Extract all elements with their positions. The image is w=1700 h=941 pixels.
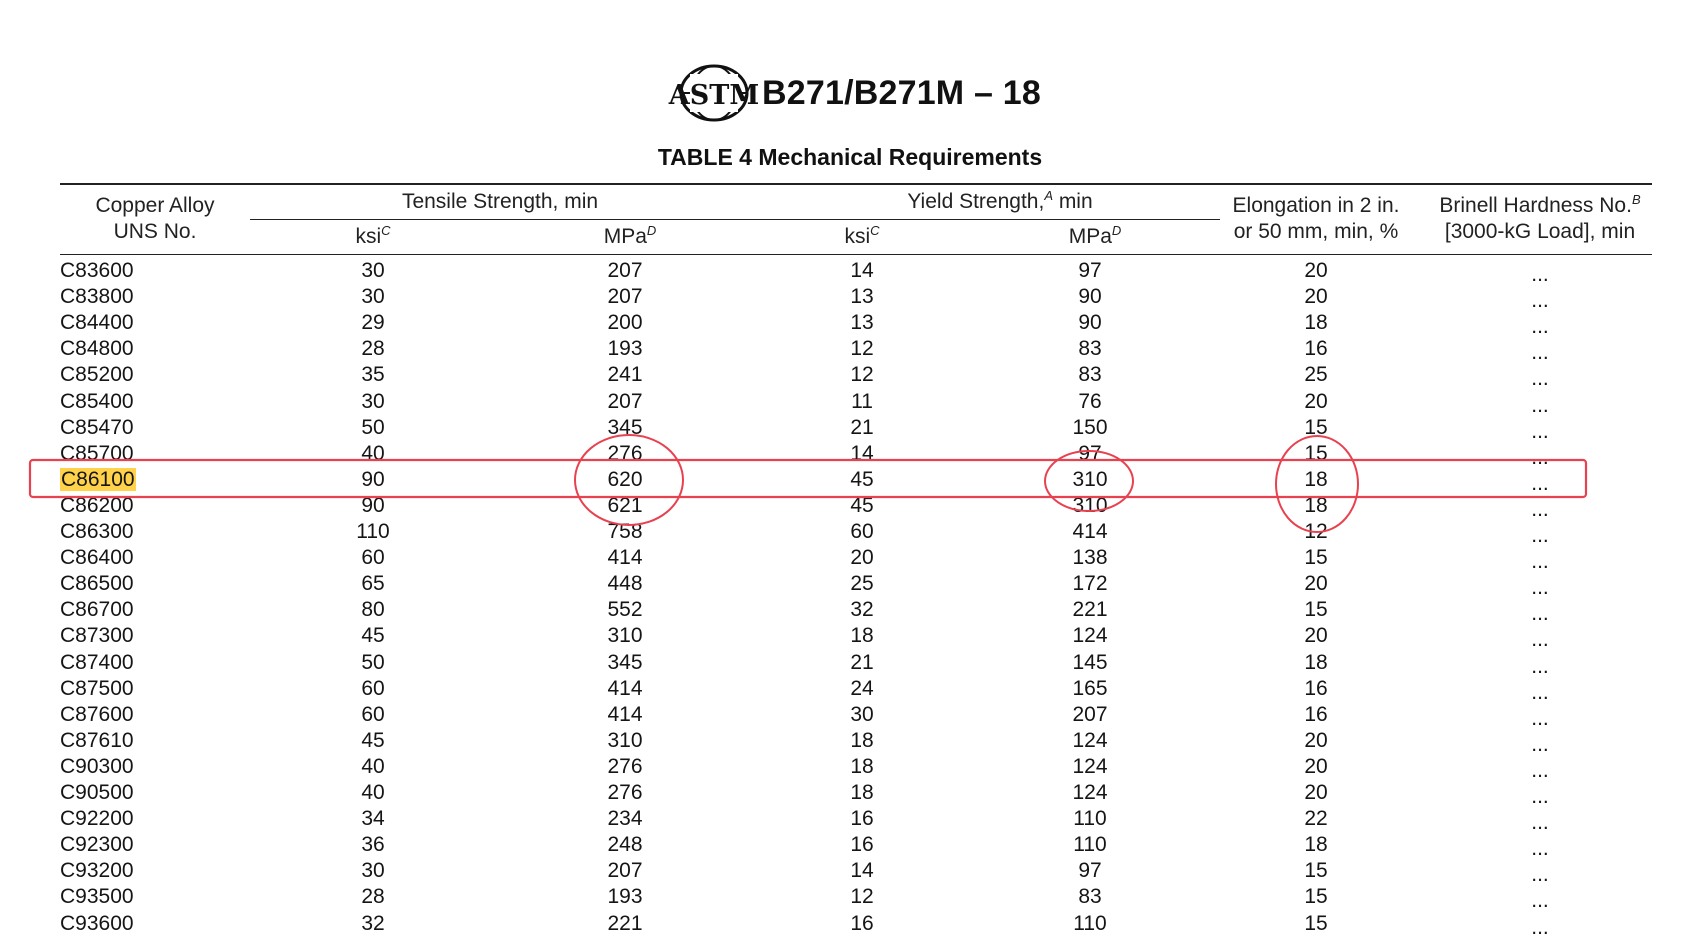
tensile-mpa-cell: 276 — [607, 754, 643, 778]
tensile-mpa-cell: 345 — [607, 650, 643, 674]
tensile-ksi-cell: 45 — [361, 728, 385, 752]
alloy-cell: C86700 — [60, 598, 134, 622]
yield-mpa-cell: 97 — [1078, 859, 1102, 883]
yield-ksi-cell: 12 — [850, 363, 874, 387]
alloy-cell: C85400 — [60, 389, 134, 413]
brinell-cell: ... — [1531, 315, 1549, 339]
brinell-cell: ... — [1531, 863, 1549, 887]
tensile-mpa-cell: 207 — [607, 389, 643, 413]
alloy-cell: C85700 — [60, 441, 134, 465]
table-top-rule — [60, 183, 1652, 185]
yield-ksi-cell: 16 — [850, 807, 874, 831]
tensile-mpa-cell: 207 — [607, 259, 643, 282]
table-row — [0, 310, 1684, 339]
tensile-mpa-cell: 552 — [607, 598, 643, 622]
brinell-cell: ... — [1531, 576, 1549, 600]
brinell-cell: ... — [1531, 445, 1549, 469]
elongation-cell: 25 — [1304, 363, 1328, 387]
header-alloy: Copper Alloy UNS No. — [95, 194, 215, 243]
yield-ksi-cell: 21 — [850, 650, 874, 674]
tensile-mpa-cell: 448 — [607, 572, 643, 596]
table-row — [0, 493, 1684, 519]
alloy-cell: C86500 — [60, 572, 134, 596]
alloy-cell: C84400 — [60, 311, 134, 335]
table-row — [0, 858, 1684, 887]
tensile-ksi-cell: 30 — [361, 859, 385, 883]
alloy-cell: C93200 — [60, 859, 134, 883]
tensile-mpa-cell: 221 — [607, 911, 643, 935]
brinell-cell: ... — [1531, 341, 1549, 365]
tensile-ksi-cell: 35 — [361, 363, 385, 387]
document-header — [0, 64, 1684, 124]
table-row — [0, 415, 1684, 441]
tensile-ksi-cell: 40 — [361, 441, 385, 465]
elongation-cell: 15 — [1304, 911, 1328, 935]
yield-mpa-cell: 90 — [1078, 311, 1102, 335]
alloy-cell: C83800 — [60, 285, 134, 309]
tensile-mpa-cell: 207 — [607, 859, 643, 883]
brinell-cell: ... — [1531, 524, 1549, 547]
tensile-ksi-cell: 60 — [361, 546, 385, 570]
brinell-cell: ... — [1531, 915, 1549, 939]
alloy-cell: C92300 — [60, 833, 134, 857]
table-row — [0, 623, 1684, 652]
table-row — [0, 389, 1684, 415]
yield-ksi-cell: 16 — [850, 911, 874, 935]
brinell-cell: ... — [1531, 497, 1549, 521]
yield-ksi-cell: 14 — [850, 259, 874, 282]
table-row — [0, 780, 1684, 806]
yield-mpa-cell: 124 — [1072, 624, 1108, 648]
brinell-cell: ... — [1531, 654, 1549, 678]
table-row — [0, 571, 1684, 600]
yield-mpa-cell: 165 — [1072, 676, 1108, 700]
header-yield-mpa: MPa$^D$ — [1068, 223, 1122, 248]
alloy-cell: C86200 — [60, 493, 134, 517]
tensile-ksi-cell: 28 — [361, 337, 385, 361]
elongation-cell: 15 — [1304, 859, 1328, 883]
brinell-cell: ... — [1531, 732, 1549, 756]
brinell-cell: ... — [1531, 393, 1549, 417]
yield-mpa-cell: 76 — [1078, 389, 1102, 413]
tensile-mpa-cell: 758 — [607, 520, 643, 543]
yield-mpa-cell: 97 — [1078, 441, 1102, 465]
elongation-cell: 18 — [1304, 467, 1328, 491]
yield-ksi-cell: 60 — [850, 520, 874, 543]
tensile-mpa-cell: 241 — [607, 363, 643, 387]
elongation-cell: 15 — [1304, 598, 1328, 622]
yield-ksi-cell: 45 — [850, 467, 874, 491]
elongation-cell: 15 — [1304, 415, 1328, 439]
tensile-ksi-cell: 30 — [361, 285, 385, 309]
tensile-mpa-cell: 310 — [607, 624, 643, 648]
tensile-mpa-cell: 200 — [607, 311, 643, 335]
elongation-cell: 12 — [1304, 520, 1328, 543]
yield-mpa-cell: 145 — [1072, 650, 1108, 674]
highlighted-alloy-label: C86100 — [61, 467, 135, 491]
yield-mpa-cell: 110 — [1073, 807, 1107, 831]
document-title: B271/B271M – 18 — [762, 74, 1041, 112]
elongation-cell: 15 — [1304, 546, 1328, 570]
elongation-cell: 20 — [1304, 754, 1328, 778]
tensile-mpa-cell: 414 — [607, 676, 643, 700]
yield-mpa-cell: 124 — [1072, 781, 1108, 804]
tensile-mpa-cell: 193 — [607, 337, 643, 361]
table-row — [0, 754, 1684, 780]
tensile-mpa-cell: 276 — [607, 441, 643, 465]
astm-logo-icon — [668, 64, 760, 122]
yield-mpa-cell: 124 — [1072, 728, 1108, 752]
yield-ksi-cell: 45 — [850, 493, 874, 517]
table-row — [0, 806, 1684, 835]
yield-mpa-cell: 172 — [1072, 572, 1108, 596]
elongation-cell: 20 — [1304, 572, 1328, 596]
table-row — [0, 336, 1684, 365]
elongation-cell: 20 — [1304, 781, 1328, 804]
brinell-cell: ... — [1531, 706, 1549, 730]
elongation-cell: 18 — [1304, 650, 1328, 674]
yield-mpa-cell: 90 — [1078, 285, 1102, 309]
tensile-ksi-cell: 50 — [361, 415, 385, 439]
tensile-ksi-cell: 29 — [361, 311, 385, 335]
yield-mpa-cell: 310 — [1072, 467, 1108, 491]
yield-mpa-cell: 83 — [1078, 885, 1102, 909]
tensile-mpa-cell: 193 — [607, 885, 643, 909]
alloy-cell: C93500 — [60, 885, 134, 909]
tensile-ksi-cell: 50 — [361, 650, 385, 674]
elongation-cell: 15 — [1304, 441, 1328, 465]
yield-ksi-cell: 11 — [851, 389, 873, 413]
yield-ksi-cell: 12 — [850, 337, 874, 361]
table-row — [0, 597, 1684, 626]
yield-mpa-cell: 207 — [1072, 702, 1108, 726]
header-yield-group: Yield Strength,$^A$ min — [907, 188, 1093, 213]
yield-ksi-cell: 18 — [850, 754, 874, 778]
elongation-cell: 18 — [1304, 493, 1328, 517]
alloy-cell: C86400 — [60, 546, 134, 570]
header-yield-ksi: ksi$^C$ — [844, 223, 880, 248]
yield-mpa-cell: 138 — [1072, 546, 1108, 570]
header-tensile-mpa: MPa$^D$ — [603, 223, 657, 248]
tensile-mpa-cell: 276 — [607, 781, 643, 804]
yield-ksi-cell: 24 — [850, 676, 874, 700]
tensile-mpa-cell: 207 — [607, 285, 643, 309]
header-tensile-group: Tensile Strength, min — [401, 190, 599, 213]
tensile-ksi-cell: 40 — [361, 754, 385, 778]
table-title: TABLE 4 Mechanical Requirements — [657, 144, 1043, 170]
alloy-cell: C85470 — [60, 415, 134, 439]
yield-ksi-cell: 32 — [850, 598, 874, 622]
tensile-ksi-cell: 45 — [361, 624, 385, 648]
yield-ksi-cell: 18 — [850, 781, 874, 804]
brinell-cell: ... — [1531, 471, 1549, 495]
elongation-cell: 16 — [1304, 702, 1328, 726]
elongation-cell: 18 — [1304, 833, 1328, 857]
yield-mpa-cell: 150 — [1072, 415, 1108, 439]
brinell-cell: ... — [1531, 289, 1549, 313]
alloy-cell: C86300 — [60, 520, 134, 543]
header-tensile-ksi: ksi$^C$ — [355, 223, 391, 248]
yield-mpa-cell: 221 — [1072, 598, 1108, 622]
brinell-cell: ... — [1531, 758, 1549, 782]
elongation-cell: 20 — [1304, 259, 1328, 282]
elongation-cell: 16 — [1304, 676, 1328, 700]
yield-ksi-cell: 12 — [850, 885, 874, 909]
elongation-cell: 20 — [1304, 624, 1328, 648]
table-row — [0, 467, 1684, 493]
tensile-mpa-cell: 234 — [607, 807, 643, 831]
alloy-cell: C90300 — [60, 754, 134, 778]
yield-ksi-cell: 16 — [850, 833, 874, 857]
yield-ksi-cell: 21 — [850, 415, 874, 439]
table-row — [0, 702, 1684, 728]
tensile-ksi-cell: 60 — [361, 702, 385, 726]
tensile-ksi-cell: 36 — [361, 833, 385, 857]
table-row — [0, 284, 1684, 313]
table-row — [0, 728, 1684, 754]
elongation-cell: 15 — [1304, 885, 1328, 909]
brinell-cell: ... — [1531, 628, 1549, 652]
table-row — [0, 519, 1684, 545]
yield-ksi-cell: 30 — [850, 702, 874, 726]
yield-mpa-cell: 110 — [1073, 911, 1107, 935]
brinell-cell: ... — [1531, 550, 1549, 574]
header-elongation: Elongation in 2 in. or 50 mm, min, % — [1232, 194, 1400, 243]
yield-ksi-cell: 18 — [850, 728, 874, 752]
tensile-ksi-cell: 90 — [361, 467, 385, 491]
brinell-cell: ... — [1531, 367, 1549, 391]
tensile-mpa-cell: 310 — [607, 728, 643, 752]
alloy-cell: C87400 — [60, 650, 134, 674]
alloy-cell: C87610 — [60, 728, 134, 752]
tensile-mpa-cell: 414 — [607, 546, 643, 570]
alloy-cell: C92200 — [60, 807, 134, 831]
tensile-mpa-cell: 248 — [607, 833, 643, 857]
table-row — [0, 884, 1684, 913]
alloy-cell: C83600 — [60, 259, 134, 282]
yield-mpa-cell: 110 — [1073, 833, 1107, 857]
yield-ksi-cell: 18 — [850, 624, 874, 648]
yield-ksi-cell: 14 — [850, 441, 874, 465]
alloy-cell: C87600 — [60, 702, 134, 726]
tensile-mpa-cell: 621 — [607, 493, 643, 517]
table-row — [0, 650, 1684, 676]
table-row — [0, 258, 1684, 284]
alloy-cell: C93600 — [60, 911, 134, 935]
table-row — [0, 362, 1684, 391]
tensile-mpa-cell: 345 — [607, 415, 643, 439]
yield-mpa-cell: 83 — [1078, 363, 1102, 387]
brinell-cell: ... — [1531, 419, 1549, 443]
elongation-cell: 20 — [1304, 285, 1328, 309]
yield-mpa-cell: 97 — [1078, 259, 1102, 282]
tensile-ksi-cell: 40 — [361, 781, 385, 804]
yield-ksi-cell: 13 — [850, 285, 874, 309]
tensile-mpa-cell: 620 — [607, 467, 643, 491]
header-bottom-rule — [60, 254, 1652, 255]
tensile-ksi-cell: 30 — [361, 389, 385, 413]
yield-mpa-cell: 414 — [1072, 520, 1108, 543]
alloy-cell: C84800 — [60, 337, 134, 361]
elongation-cell: 20 — [1304, 389, 1328, 413]
brinell-cell: ... — [1531, 602, 1549, 626]
yield-mpa-cell: 310 — [1072, 493, 1108, 517]
yield-mpa-cell: 124 — [1072, 754, 1108, 778]
tensile-ksi-cell: 34 — [361, 807, 385, 831]
elongation-cell: 18 — [1304, 311, 1328, 335]
table-row — [0, 676, 1684, 702]
table-row — [0, 911, 1684, 937]
tensile-group-rule — [250, 219, 1220, 220]
alloy-cell: C87500 — [60, 676, 134, 700]
elongation-cell: 20 — [1304, 728, 1328, 752]
yield-ksi-cell: 20 — [850, 546, 874, 570]
yield-ksi-cell: 14 — [850, 859, 874, 883]
yield-ksi-cell: 13 — [850, 311, 874, 335]
brinell-cell: ... — [1531, 837, 1549, 861]
brinell-cell: ... — [1531, 889, 1549, 913]
alloy-cell: C90500 — [60, 781, 134, 804]
brinell-cell: ... — [1531, 811, 1549, 835]
alloy-cell: C87300 — [60, 624, 134, 648]
brinell-cell: ... — [1531, 263, 1549, 286]
tensile-ksi-cell: 60 — [361, 676, 385, 700]
tensile-ksi-cell: 30 — [361, 259, 385, 282]
table-row — [0, 441, 1684, 467]
yield-mpa-cell: 83 — [1078, 337, 1102, 361]
svg-text:ASTM: ASTM — [668, 80, 760, 111]
tensile-ksi-cell: 65 — [361, 572, 385, 596]
table-row — [0, 832, 1684, 861]
alloy-cell: C85200 — [60, 363, 134, 387]
tensile-ksi-cell: 32 — [361, 911, 385, 935]
elongation-cell: 16 — [1304, 337, 1328, 361]
header-brinell: Brinell Hardness No.$^B$ [3000-kG Load], min — [1439, 192, 1641, 243]
tensile-ksi-cell: 110 — [356, 520, 390, 543]
table-row — [0, 545, 1684, 574]
tensile-ksi-cell: 90 — [361, 493, 385, 517]
alloy-cell — [60, 467, 180, 493]
tensile-ksi-cell: 80 — [361, 598, 385, 622]
tensile-mpa-cell: 414 — [607, 702, 643, 726]
tensile-ksi-cell: 28 — [361, 885, 385, 909]
brinell-cell: ... — [1531, 785, 1549, 808]
brinell-cell: ... — [1531, 680, 1549, 704]
elongation-cell: 22 — [1304, 807, 1328, 831]
yield-ksi-cell: 25 — [850, 572, 874, 596]
